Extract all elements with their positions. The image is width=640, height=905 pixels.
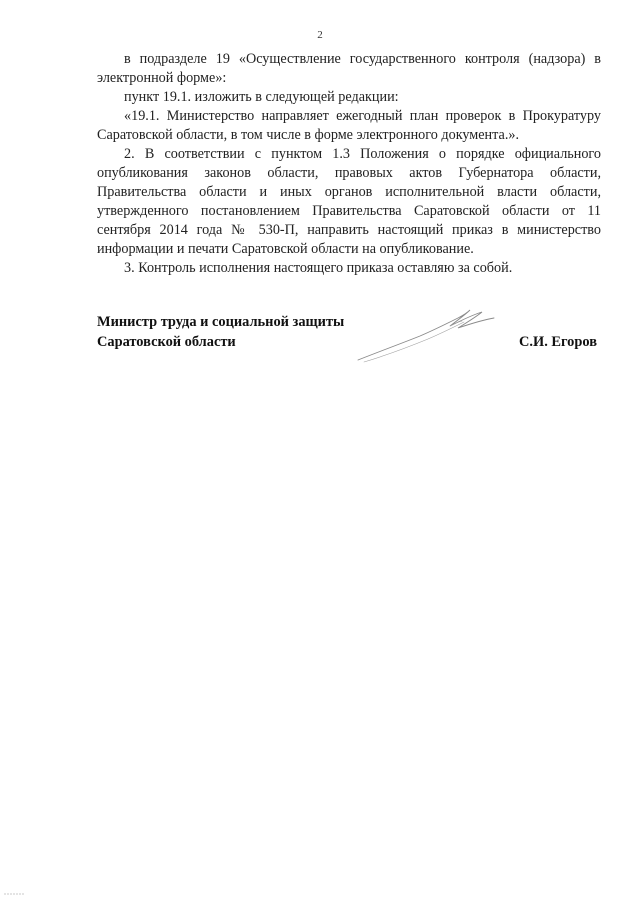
- signatory-position: [97, 312, 344, 352]
- document-body: [97, 50, 601, 278]
- paragraph-clause-19-1-text: «19.1. Министерство направляет ежегодный план проверок в Прокуратуру Саратовской области, в том числе в форме электронного документа.».: [97, 108, 601, 143]
- signatory-position-line-2: Саратовской области: [97, 334, 236, 350]
- scan-margin-mark: [4, 893, 24, 895]
- paragraph-item-2: 2. В соответствии с пунктом 1.3 Положения о порядке официального опубликования законов области, правовых актов Губернатора области, Правительства области и иных органов исполнительной власти области, утвержденного постановлением Правительства Саратовской области от 11 сентября 2014 года № 530-П, направить настоящий приказ в министерство информации и печати Саратовской области на опубликование.: [97, 146, 601, 257]
- paragraph-clause-19-1-intro: пункт 19.1. изложить в следующей редакции:: [124, 89, 399, 105]
- paragraph-item-3: 3. Контроль исполнения настоящего приказа оставляю за собой.: [124, 260, 513, 276]
- signature-block: [97, 312, 607, 382]
- page-number: 2: [317, 29, 323, 41]
- signatory-position-line-1: Министр труда и социальной защиты: [97, 314, 345, 330]
- signatory-name: С.И. Егоров: [519, 334, 597, 350]
- handwritten-signature: [354, 304, 499, 366]
- paragraph-subsection-19: в подразделе 19 «Осуществление государственного контроля (надзора) в электронной форме»:: [97, 51, 601, 86]
